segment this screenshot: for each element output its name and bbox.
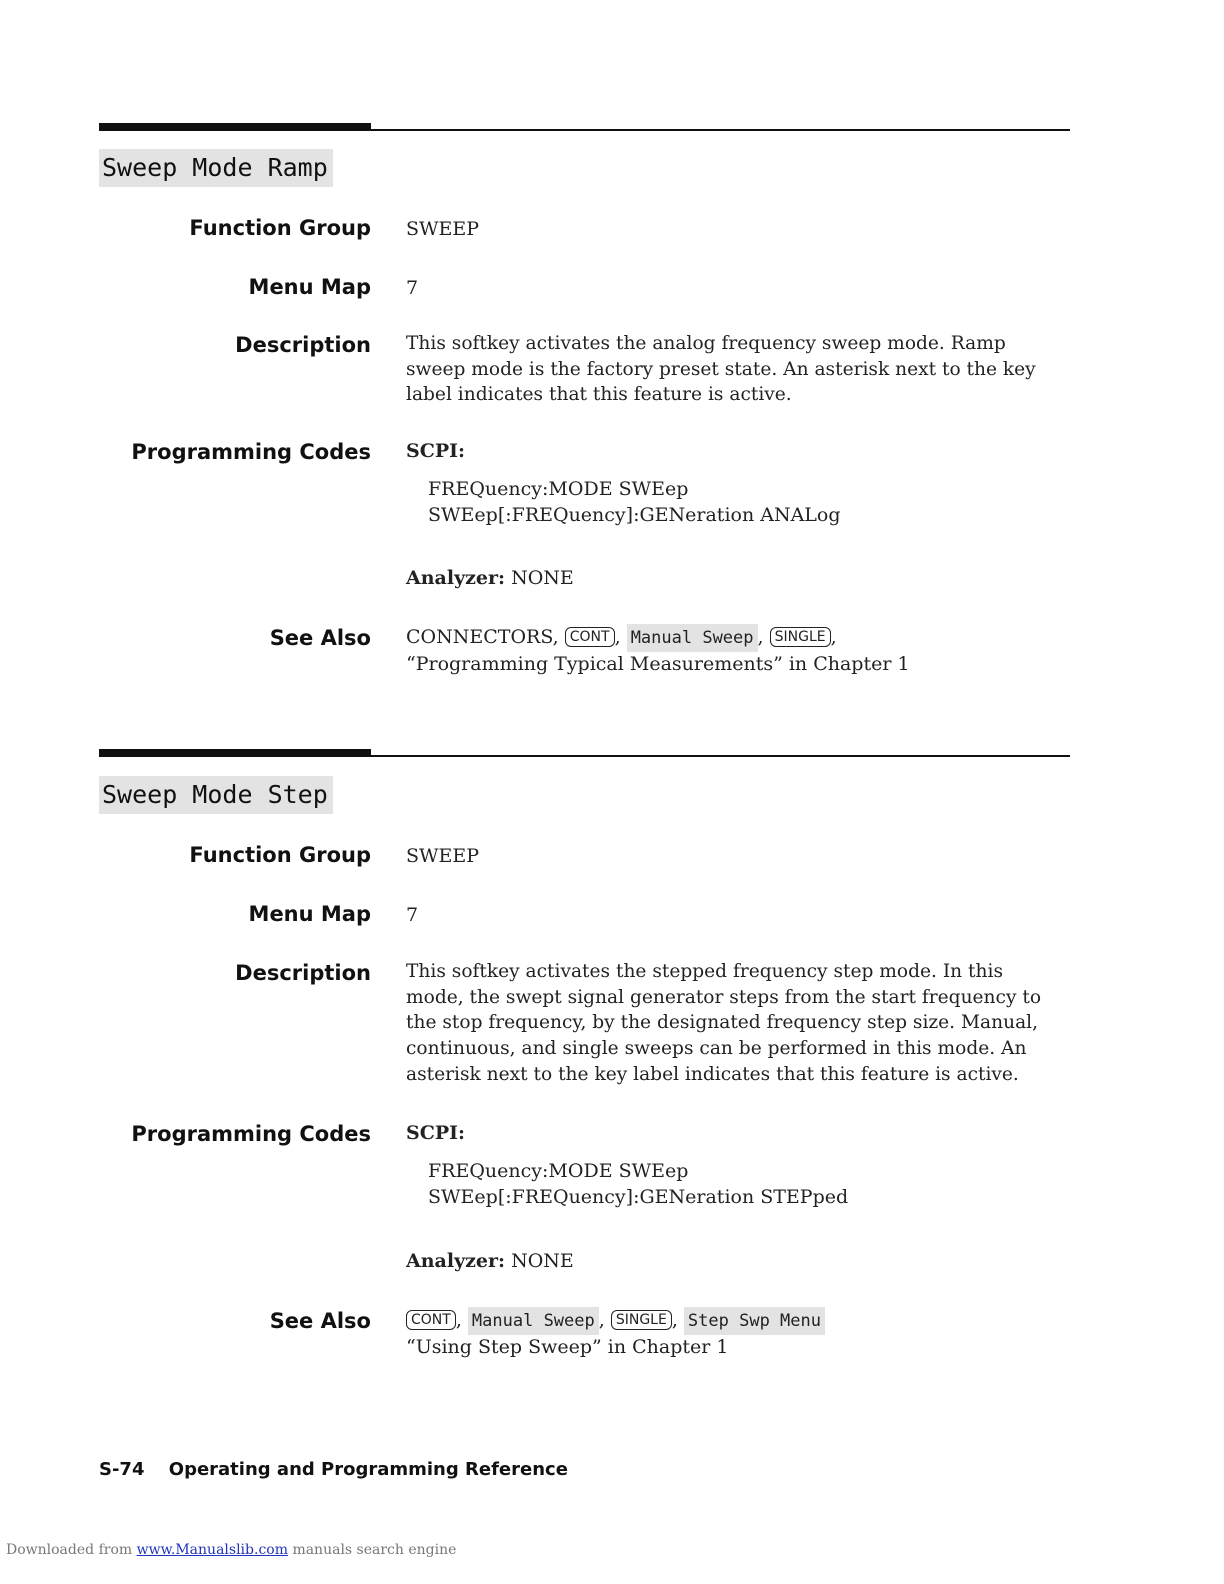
page-footer — [99, 1459, 568, 1480]
scpi-commands: FREQuency:MODE SWEep SWEep[:FREQuency]:GENeration ANALog — [428, 478, 841, 526]
download-prefix: Downloaded from — [6, 1542, 133, 1558]
download-suffix: manuals search engine — [292, 1542, 457, 1558]
description-text: This softkey activates the stepped frequency step mode. In this mode, the swept signal generator steps from the start frequency to the stop frequency, by the designated frequency step size. Manual, continuous, and single sweeps can be performed in this mode. An asterisk next to the key label indicates that this feature is active. — [406, 961, 1042, 1085]
programming-codes-label: Programming Codes — [131, 440, 371, 464]
function-group-label: Function Group — [189, 843, 371, 867]
section-title-sweep-mode-step: Sweep Mode Step — [99, 776, 333, 814]
footer-title: Operating and Programming Reference — [168, 1459, 568, 1480]
scpi-label: SCPI: — [406, 440, 466, 462]
download-banner — [6, 1542, 456, 1558]
scpi-commands: FREQuency:MODE SWEep SWEep[:FREQuency]:GENeration STEPped — [428, 1160, 849, 1208]
description-label: Description — [235, 333, 371, 357]
menu-map-value: 7 — [406, 277, 419, 299]
menu-map-label: Menu Map — [248, 902, 371, 926]
cont-key: CONT — [406, 1310, 456, 1330]
single-key: SINGLE — [770, 627, 831, 647]
analyzer-line — [406, 565, 574, 591]
function-group-label: Function Group — [189, 216, 371, 240]
see-also-connectors: CONNECTORS, — [406, 626, 559, 648]
see-also-line: CONNECTORS, CONT , Manual Sweep , SINGLE , — [406, 624, 837, 652]
cont-key: CONT — [565, 627, 615, 647]
analyzer-value: NONE — [511, 1250, 574, 1272]
analyzer-line — [406, 1248, 574, 1274]
see-also-line: CONT , Manual Sweep , SINGLE , Step Swp Menu — [406, 1307, 825, 1335]
see-also-label: See Also — [269, 1309, 371, 1333]
single-key: SINGLE — [611, 1310, 672, 1330]
see-also-reference: “Using Step Sweep” in Chapter 1 — [406, 1336, 729, 1358]
programming-codes-label: Programming Codes — [131, 1122, 371, 1146]
function-group-value: SWEEP — [406, 218, 480, 240]
analyzer-value: NONE — [511, 567, 574, 589]
analyzer-label: Analyzer: — [406, 1250, 506, 1272]
menu-map-label: Menu Map — [248, 275, 371, 299]
scpi-label: SCPI: — [406, 1122, 466, 1144]
section-rule — [99, 755, 1070, 757]
description-text: This softkey activates the analog frequency sweep mode. Ramp sweep mode is the factory preset state. An asterisk next to the key label indicates that this feature is active. — [406, 333, 1036, 406]
menu-map-value: 7 — [406, 904, 419, 926]
section-rule — [99, 129, 1070, 131]
analyzer-label: Analyzer: — [406, 567, 506, 589]
see-also-label: See Also — [269, 626, 371, 650]
manual-sweep-softkey: Manual Sweep — [627, 624, 758, 652]
page-number: S-74 — [99, 1459, 145, 1480]
manualslib-link[interactable]: www.Manualslib.com — [136, 1542, 288, 1558]
manual-sweep-softkey: Manual Sweep — [468, 1307, 599, 1335]
step-swp-menu-softkey: Step Swp Menu — [684, 1307, 825, 1335]
see-also-reference: “Programming Typical Measurements” in Chapter 1 — [406, 653, 910, 675]
description-label: Description — [235, 961, 371, 985]
section-title-sweep-mode-ramp: Sweep Mode Ramp — [99, 149, 333, 187]
function-group-value: SWEEP — [406, 845, 480, 867]
